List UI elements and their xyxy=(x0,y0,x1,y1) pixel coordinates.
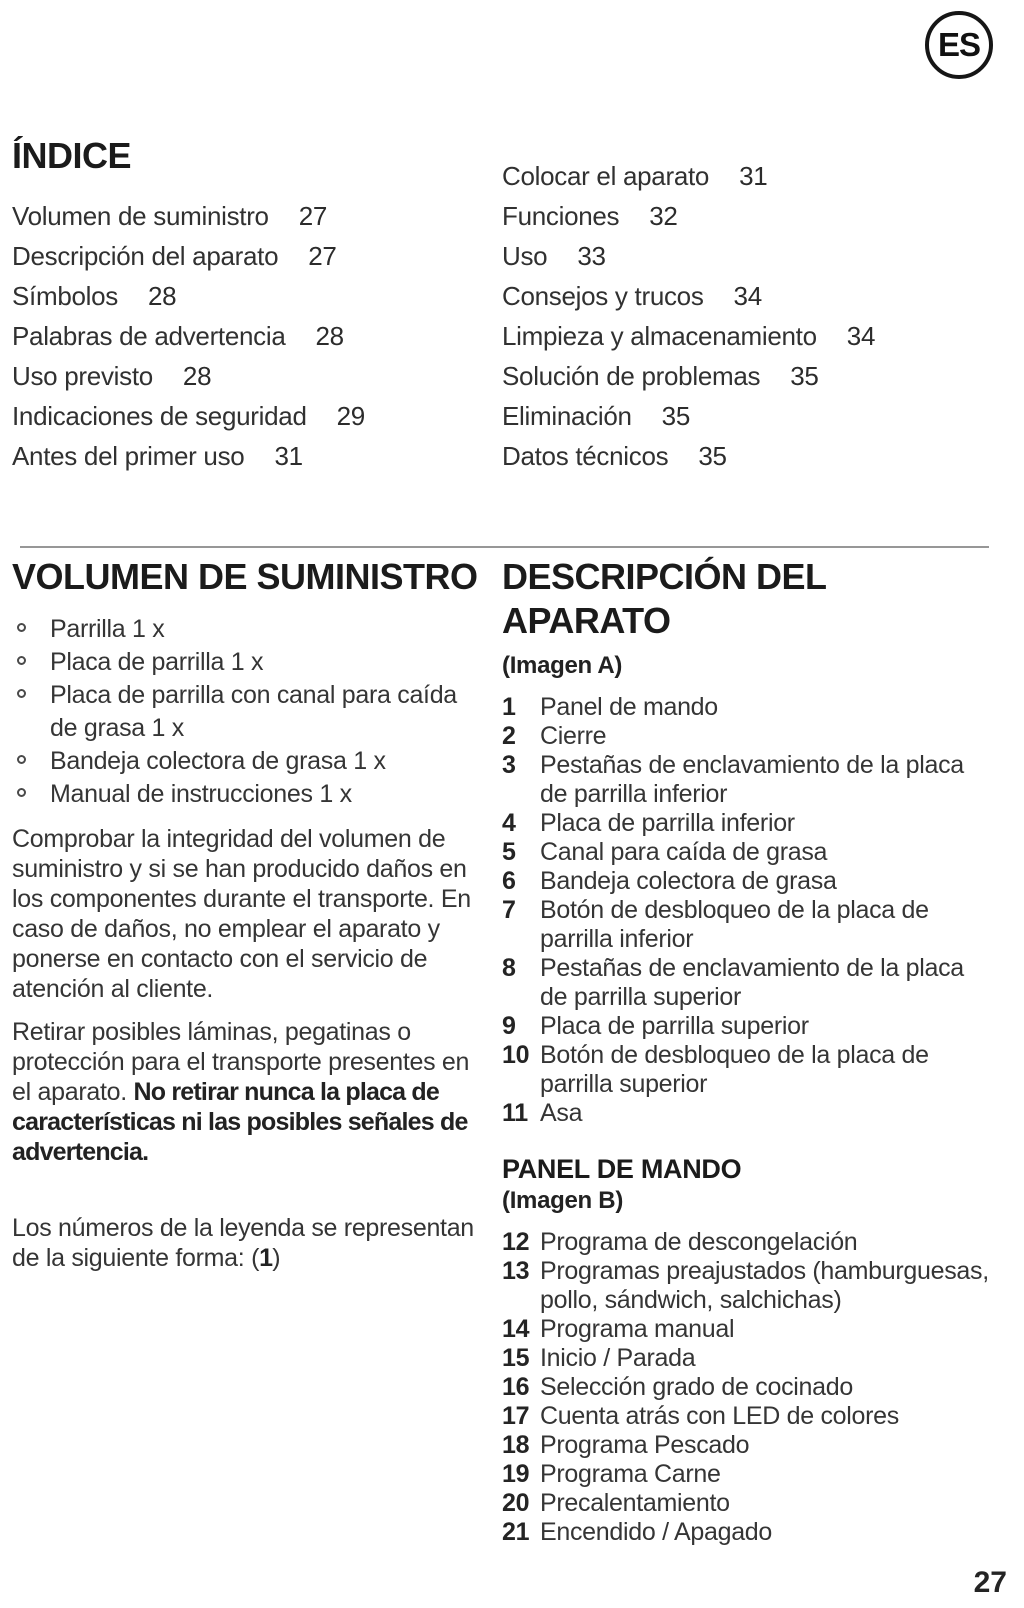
part-text: Placa de parrilla inferior xyxy=(540,809,795,837)
part-number: 8 xyxy=(502,954,516,982)
part-number: 18 xyxy=(502,1431,530,1459)
index-entry xyxy=(502,356,992,396)
index-entry xyxy=(502,396,992,436)
device-part-item xyxy=(502,751,992,809)
part-number: 20 xyxy=(502,1489,530,1517)
index-entry xyxy=(12,396,490,436)
part-text: Pestañas de enclavamiento de la placa de parrilla inferior xyxy=(540,751,964,808)
index-entry xyxy=(12,316,490,356)
part-number: 14 xyxy=(502,1315,530,1343)
main-sections xyxy=(12,555,1004,1547)
device-part-item xyxy=(502,954,992,1012)
panel-part-item xyxy=(502,1402,992,1431)
device-part-item xyxy=(502,693,992,722)
part-text: Selección grado de cocinado xyxy=(540,1373,853,1401)
part-text: Encendido / Apagado xyxy=(540,1518,773,1546)
panel-part-item xyxy=(502,1344,992,1373)
index-entry xyxy=(502,316,992,356)
bullet-text: Parrilla 1 x xyxy=(50,615,165,643)
device-part-item xyxy=(502,867,992,896)
panel-part-item xyxy=(502,1460,992,1489)
index-entry xyxy=(502,236,992,276)
index-entry xyxy=(502,436,992,476)
part-text: Botón de desbloqueo de la placa de parrilla superior xyxy=(540,1041,929,1098)
panel-subsection-title: PANEL DE MANDO xyxy=(502,1154,742,1184)
part-number: 10 xyxy=(502,1041,530,1069)
index-entry-page: 27 xyxy=(308,241,337,271)
part-number: 1 xyxy=(502,693,516,721)
index-entry-page: 35 xyxy=(698,441,727,471)
part-number: 6 xyxy=(502,867,516,895)
index-entry xyxy=(12,276,490,316)
index-entry-page: 33 xyxy=(577,241,606,271)
index-entry-label: Uso previsto xyxy=(12,361,153,391)
index-entry-page: 31 xyxy=(274,441,303,471)
index-entry-page: 32 xyxy=(649,201,678,231)
bullet-item xyxy=(12,679,475,745)
bullet-item xyxy=(12,646,475,679)
panel-part-item xyxy=(502,1315,992,1344)
index-entry-label: Eliminación xyxy=(502,401,632,431)
index-title: ÍNDICE xyxy=(12,135,132,176)
legend-number-example: 1 xyxy=(259,1244,273,1272)
supply-paragraph-stickers xyxy=(12,1017,475,1167)
bullet-text: Manual de instrucciones 1 x xyxy=(50,780,352,808)
panel-part-item xyxy=(502,1489,992,1518)
part-number: 17 xyxy=(502,1402,530,1430)
bullet-circle-icon xyxy=(17,788,26,797)
supply-section xyxy=(12,555,490,1547)
index-entry xyxy=(502,196,992,236)
part-text: Cuenta atrás con LED de colores xyxy=(540,1402,899,1430)
part-text: Inicio / Parada xyxy=(540,1344,696,1372)
device-part-item xyxy=(502,1041,992,1099)
part-text: Programa Pescado xyxy=(540,1431,750,1459)
index-right-column xyxy=(502,134,992,476)
part-text: Programa manual xyxy=(540,1315,735,1343)
index-entry-label: Colocar el aparato xyxy=(502,161,710,191)
index-entry-page: 28 xyxy=(147,281,177,311)
part-number: 5 xyxy=(502,838,516,866)
panel-part-item xyxy=(502,1373,992,1402)
bullet-text: Placa de parrilla 1 x xyxy=(50,648,264,676)
index-entry xyxy=(12,356,490,396)
part-text: Programas preajustados (hamburguesas, pollo, sándwich, salchichas) xyxy=(540,1257,989,1314)
device-part-item xyxy=(502,1012,992,1041)
panel-part-item xyxy=(502,1228,992,1257)
index-entry-page: 28 xyxy=(182,361,212,391)
index-entry-label: Funciones xyxy=(502,201,620,231)
supply-section-title: VOLUMEN DE SUMINISTRO xyxy=(12,556,478,597)
device-section-title: DESCRIPCIÓN DEL APARATO xyxy=(502,556,826,641)
device-section xyxy=(502,555,992,1547)
legend-note-text: Los números de la leyenda se representan de la siguiente forma: ( xyxy=(12,1214,474,1272)
bullet-circle-icon xyxy=(17,656,26,665)
part-number: 3 xyxy=(502,751,516,779)
part-text: Canal para caída de grasa xyxy=(540,838,828,866)
index-left-column xyxy=(12,134,490,476)
index-entry xyxy=(502,276,992,316)
bullet-text: Bandeja colectora de grasa 1 x xyxy=(50,747,386,775)
index-entry-label: Volumen de suministro xyxy=(12,201,269,231)
bullet-item xyxy=(12,745,475,778)
index-entry-page: 34 xyxy=(846,321,876,351)
index-entry xyxy=(502,156,992,196)
device-part-item xyxy=(502,1099,992,1128)
index-entry-label: Limpieza y almacenamiento xyxy=(502,321,817,351)
bullet-item xyxy=(12,778,475,811)
panel-image-ref: (Imagen B) xyxy=(502,1187,624,1214)
device-part-item xyxy=(502,809,992,838)
panel-part-item xyxy=(502,1431,992,1460)
part-text: Placa de parrilla superior xyxy=(540,1012,809,1040)
part-text: Programa Carne xyxy=(540,1460,721,1488)
legend-note xyxy=(12,1213,475,1273)
index-entry-label: Solución de problemas xyxy=(502,361,761,391)
index-left-list xyxy=(12,196,490,476)
part-number: 4 xyxy=(502,809,516,837)
index-entry-label: Símbolos xyxy=(12,281,118,311)
device-part-item xyxy=(502,896,992,954)
index-entry-label: Palabras de advertencia xyxy=(12,321,286,351)
part-number: 13 xyxy=(502,1257,530,1285)
paragraph-regular-text: Retirar posibles láminas, pegatinas o protección para el transporte presentes en el aparato. xyxy=(12,1018,470,1106)
paragraph-bold-warning: No retirar nunca la placa de características ni las posibles señales de advertencia. xyxy=(12,1078,468,1166)
device-part-item xyxy=(502,722,992,751)
device-image-ref: (Imagen A) xyxy=(502,652,623,679)
legend-note-close: ) xyxy=(272,1244,281,1272)
bullet-circle-icon xyxy=(17,755,26,764)
index-entry-page: 27 xyxy=(298,201,328,231)
index-entry xyxy=(12,436,490,476)
index-entry-label: Uso xyxy=(502,241,548,271)
index-right-list xyxy=(502,134,992,476)
part-number: 21 xyxy=(502,1518,530,1546)
index-entry-label: Indicaciones de seguridad xyxy=(12,401,307,431)
index-entry xyxy=(12,236,490,276)
part-text: Programa de descongelación xyxy=(540,1228,858,1256)
supply-paragraph-check: Comprobar la integridad del volumen de suministro y si se han producido daños en los componentes durante el transporte. En caso de daños, no emplear el aparato y ponerse en contacto con el servicio de atención al cliente. xyxy=(12,825,471,1003)
part-number: 12 xyxy=(502,1228,530,1256)
page-number: 27 xyxy=(973,1566,1007,1599)
index-entry-label: Antes del primer uso xyxy=(12,441,245,471)
bullet-item xyxy=(12,613,475,646)
part-number: 16 xyxy=(502,1373,530,1401)
part-number: 11 xyxy=(502,1099,528,1127)
part-number: 7 xyxy=(502,896,516,924)
bullet-circle-icon xyxy=(17,623,26,632)
index-entry xyxy=(12,196,490,236)
part-number: 19 xyxy=(502,1460,530,1488)
index-entry-page: 35 xyxy=(661,401,690,431)
bullet-text: Placa de parrilla con canal para caída de grasa 1 x xyxy=(50,681,457,742)
panel-part-list xyxy=(502,1228,992,1547)
part-text: Cierre xyxy=(540,722,607,750)
part-text: Botón de desbloqueo de la placa de parrilla inferior xyxy=(540,896,929,953)
bullet-circle-icon xyxy=(17,689,26,698)
panel-part-item xyxy=(502,1518,992,1547)
part-text: Pestañas de enclavamiento de la placa de parrilla superior xyxy=(540,954,964,1011)
device-part-item xyxy=(502,838,992,867)
index-entry-label: Consejos y trucos xyxy=(502,281,704,311)
part-text: Asa xyxy=(540,1099,583,1127)
index-entry-label: Descripción del aparato xyxy=(12,241,279,271)
index-entry-page: 31 xyxy=(739,161,768,191)
panel-part-item xyxy=(502,1257,992,1315)
device-part-list xyxy=(502,693,992,1128)
index-entry-page: 28 xyxy=(315,321,344,351)
part-text: Bandeja colectora de grasa xyxy=(540,867,837,895)
index-section xyxy=(12,134,1004,476)
part-number: 9 xyxy=(502,1012,516,1040)
page-content xyxy=(12,0,1004,1546)
index-entry-page: 35 xyxy=(790,361,819,391)
part-number: 2 xyxy=(502,722,516,750)
part-text: Precalentamiento xyxy=(540,1489,730,1517)
supply-bullet-list xyxy=(12,613,475,811)
language-badge-label: ES xyxy=(937,26,981,63)
index-entry-page: 29 xyxy=(336,401,365,431)
index-entry-page: 34 xyxy=(733,281,762,311)
part-number: 15 xyxy=(502,1344,530,1372)
part-text: Panel de mando xyxy=(540,693,718,721)
index-entry-label: Datos técnicos xyxy=(502,441,669,471)
content-divider xyxy=(20,546,989,548)
